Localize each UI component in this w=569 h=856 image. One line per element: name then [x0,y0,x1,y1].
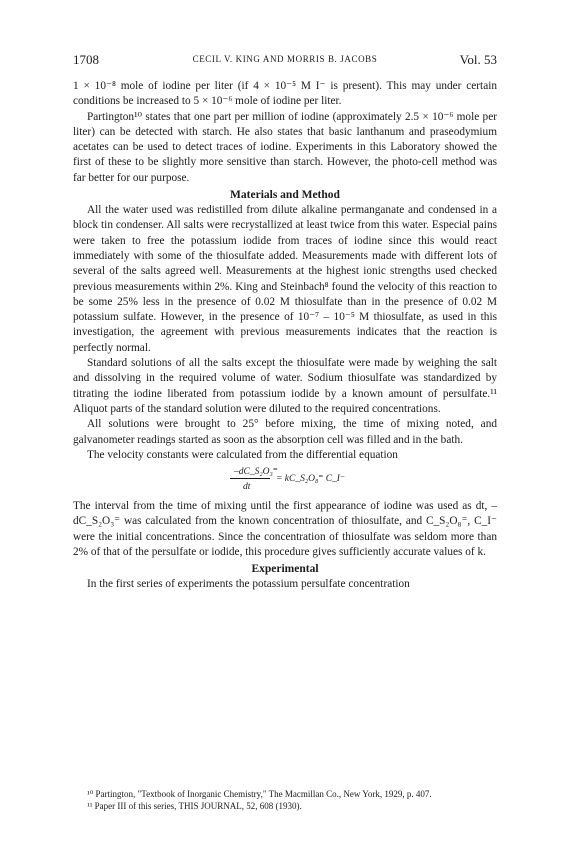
article-body [73,79,497,593]
differential-equation [73,465,497,495]
paragraph-mixing: All solutions were brought to 25° before mixing, the time of mixing noted, and galvanometer readings started as soon as the absorption cell was filled and in the bath. [73,418,497,446]
paragraph-standard-solutions: Standard solutions of all the salts except the thiosulfate were made by weighing the salt and dissolving in the required volume of water. Sodium thiosulfate was standardized by titrating the iodine liberated from potassium iodide by a known amount of persulfate.¹¹ Aliquot parts of the standard solution were diluted to the required concentrations. [73,357,497,415]
running-head-authors: CECIL V. KING AND MORRIS B. JACOBS [192,54,378,64]
paragraph-interval: The interval from the time of mixing until the first appearance of iodine was used as dt, –dC_S₂O₃⁼ was calculated from the known concentration of thiosulfate, and C_S₂O₈⁼, C_I⁻ were the initial concentrations. Since the concentration of thiosulfate was seldom more than 2% of that of the persulfate or iodide, this procedure gives sufficiently accurate values of k. [73,500,497,559]
footnote-10: ¹⁰ Partington, "Textbook of Inorganic Chemistry," The Macmillan Co., New York, 1929, p. 407. [87,789,432,799]
paragraph-first-series: In the first series of experiments the potassium persulfate concentration [87,578,410,591]
section-heading-experimental: Experimental [251,563,319,576]
equation-numerator: –dC_S₂O₃⁼ [234,467,278,478]
equation-denominator: dt [243,482,251,493]
fraction-bar [230,478,270,479]
paragraph-partington: Partington¹⁰ states that one part per million of iodine (approximately 2.5 × 10⁻⁶ mole per liter) can be detected with starch. He also states that basic lanthanum and praseodymium acetates can be used to detect traces of iodine. Experiments in this Laboratory showed the first of these to be slightly more sensitive than starch. However, the photo-cell method was far better for our purpose. [73,110,497,184]
footnote-11: ¹¹ Paper III of this series, THIS JOURNAL, 52, 608 (1930). [87,801,302,811]
section-heading-materials: Materials and Method [230,189,340,202]
paragraph-continued: 1 × 10⁻⁸ mole of iodine per liter (if 4 × 10⁻⁵ M I⁻ is present). This may under certain conditions be increased to 5 × 10⁻⁶ mole of iodine per liter. [73,80,497,108]
volume-label: Vol. 53 [459,52,497,67]
running-header [73,52,497,70]
equation-rhs: = kC_S₂O₈⁼ C_I⁻ [276,474,345,485]
footnotes [73,788,497,812]
page-number: 1708 [73,52,99,67]
paragraph-velocity-constants: The velocity constants were calculated from the differential equation [87,448,398,461]
paragraph-water-salts: All the water used was redistilled from dilute alkaline permanganate and condensed in a block tin condenser. All salts were recrystallized at least twice from this water. Especial pains were taken to free the potassium iodide from traces of iodine since this would react immediately with some of the thiosulfate added. Measurements made with different lots of several of the salts agreed well. Measurements at the highest ionic strengths used checked previous measurements within 2%. King and Steinbach⁸ found the velocity of this reaction to be some 25% less in the presence of 0.02 M thiosulfate than in the presence of 0.02 M potassium sulfate. However, in the presence of 10⁻⁷ – 10⁻⁵ M thiosulfate, as used in this investigation, the agreement with previous measurements indicates that the reaction is perfectly normal. [73,204,497,354]
